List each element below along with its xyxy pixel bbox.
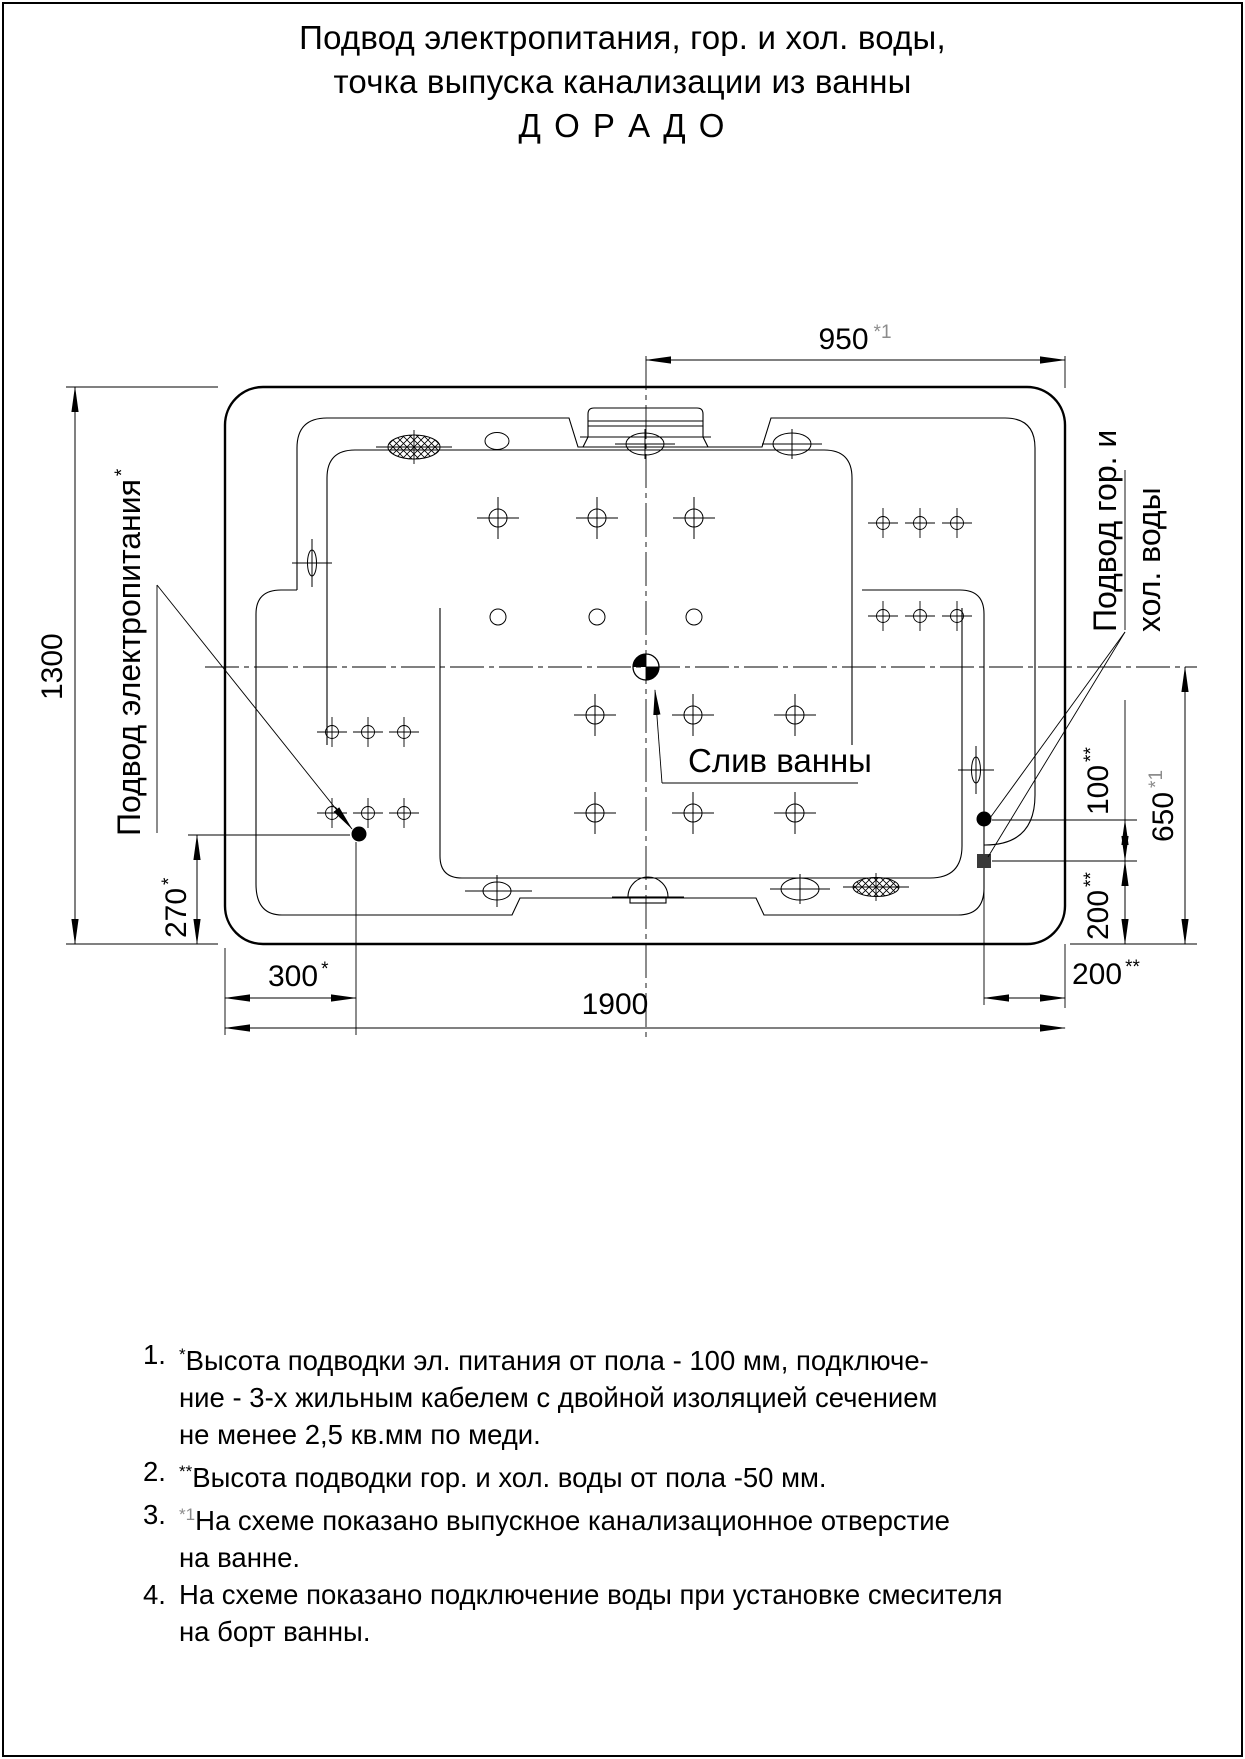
title-line-2: точка выпуска канализации из ванны bbox=[333, 63, 912, 100]
dim-270: 270* bbox=[159, 877, 193, 938]
note-text: На схеме показано подключение воды при установке смесителя на борт ванны. bbox=[179, 1579, 1003, 1648]
drain-label: Слив ванны bbox=[688, 742, 872, 779]
dim-300: 300 * bbox=[268, 959, 329, 993]
dim-1900: 1900 bbox=[581, 988, 649, 1021]
electrical-leader bbox=[157, 585, 352, 829]
dim-950: 950 $^{*1}$ bbox=[818, 322, 892, 356]
note-1 bbox=[143, 1336, 1153, 1453]
drain-symbol bbox=[633, 654, 659, 680]
note-number: 2. bbox=[143, 1456, 166, 1488]
micro-jet-clusters bbox=[317, 508, 972, 828]
bottom-fitting bbox=[612, 877, 684, 903]
note-text: $^{*1}$На схеме показано выпускное канализационное отверстие на ванне. bbox=[179, 1505, 950, 1574]
dim-650: 650$^{*1}$ bbox=[1146, 769, 1180, 842]
footnotes bbox=[143, 1336, 1153, 1650]
note-3 bbox=[143, 1496, 1153, 1576]
dim-200-bottom: 200 ** bbox=[1072, 957, 1140, 991]
cold-water-leader bbox=[988, 632, 1125, 857]
note-text: *Высота подводки эл. питания от пола - 100 мм, подключе- ние - 3-х жильным кабелем с двойной изоляцией сечением не менее 2,5 кв.мм по меди. bbox=[179, 1345, 938, 1451]
note-4 bbox=[143, 1576, 1153, 1650]
note-number: 4. bbox=[143, 1579, 166, 1611]
note-text: **Высота подводки гор. и хол. воды от пола -50 мм. bbox=[179, 1462, 827, 1494]
electrical-supply-label: Подвод электропитания* bbox=[111, 468, 147, 836]
dimension-lines bbox=[75, 360, 1185, 1028]
dim-200-right: 200** bbox=[1081, 872, 1115, 940]
dim-100: 100** bbox=[1081, 747, 1115, 815]
note-number: 3. bbox=[143, 1499, 166, 1531]
water-supply-label-line1: Подвод гор. и bbox=[1087, 429, 1123, 632]
tub-lower-ledge bbox=[256, 590, 984, 915]
note-number: 1. bbox=[143, 1339, 166, 1370]
wall-jets bbox=[292, 429, 994, 907]
floor-nozzles bbox=[490, 609, 702, 625]
dim-1300: 1300 bbox=[36, 633, 69, 700]
note-2 bbox=[143, 1453, 1153, 1496]
tub-upper-ledge bbox=[297, 418, 1035, 845]
tub-upper-basin bbox=[327, 450, 852, 745]
hot-water-connection-point bbox=[977, 812, 992, 827]
title-line-1: Подвод электропитания, гор. и хол. воды, bbox=[299, 19, 946, 56]
drain-leader bbox=[655, 690, 662, 783]
model-name: Д О Р А Д О bbox=[518, 107, 727, 144]
electrical-connection-point bbox=[352, 827, 367, 842]
water-supply-label-line2: хол. воды bbox=[1131, 487, 1167, 632]
